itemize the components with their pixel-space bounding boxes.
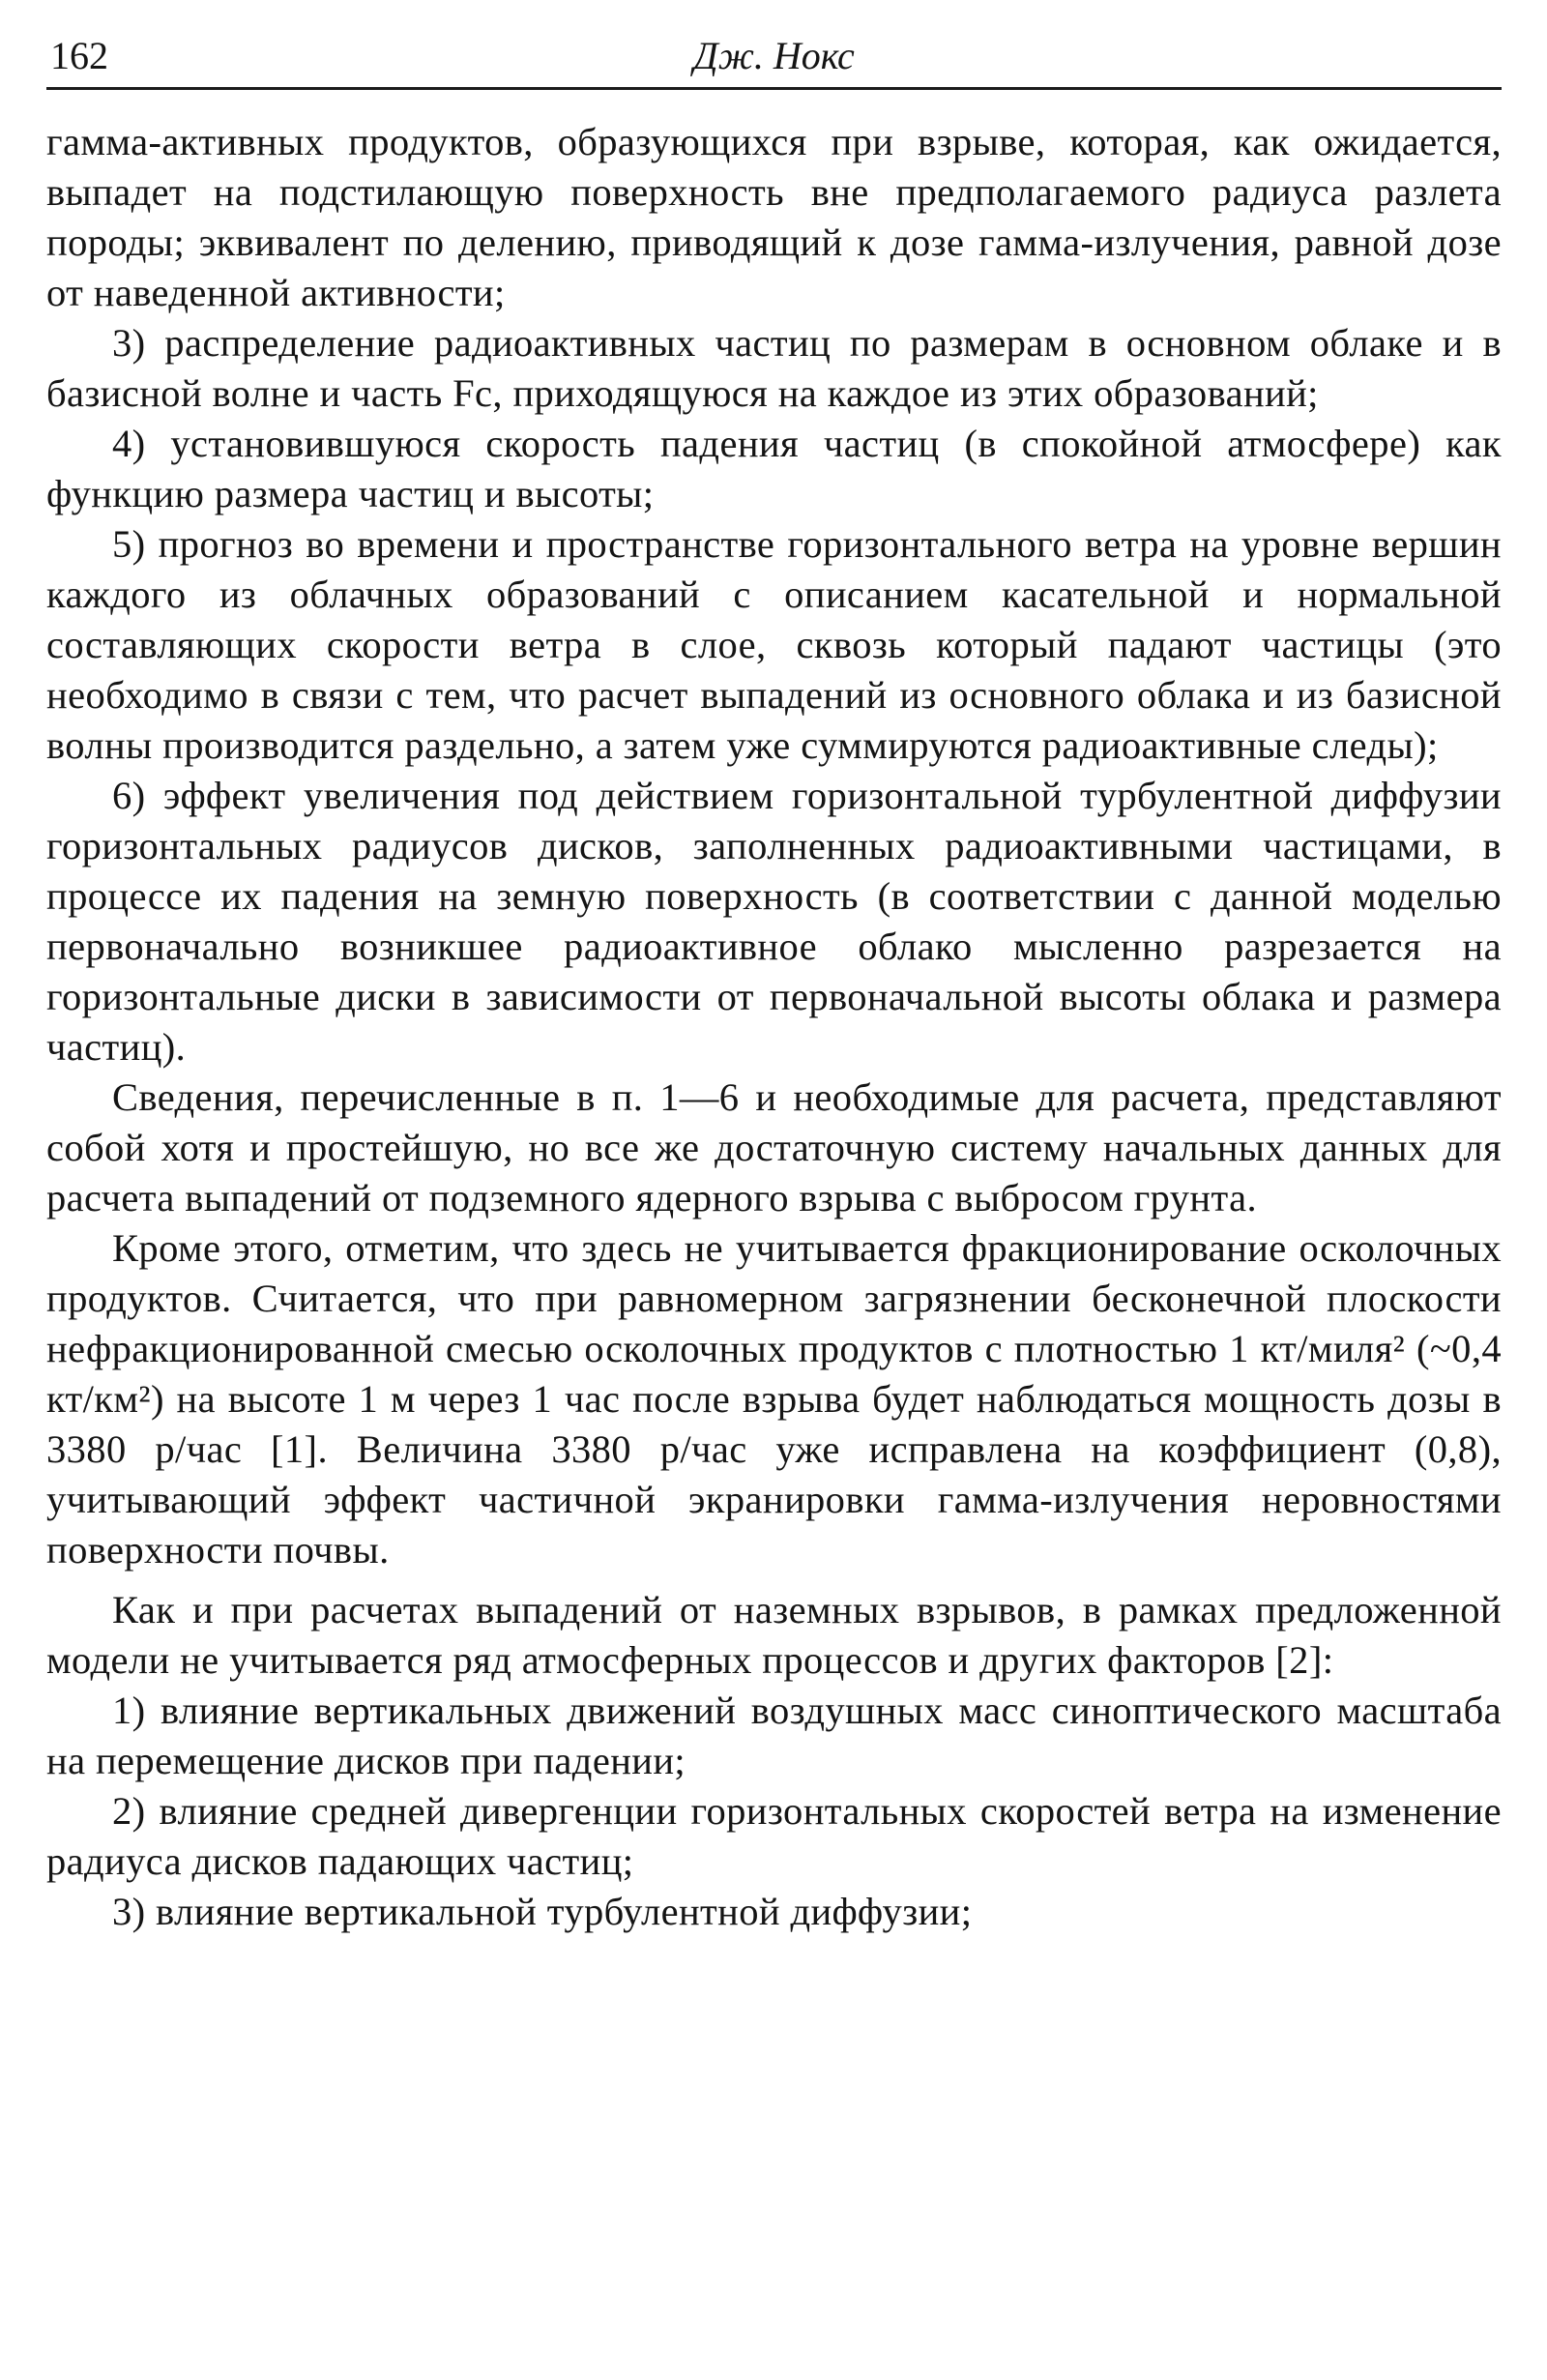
list-item-5: 5) прогноз во времени и пространстве горизонтального ветра на уровне вершин каждого из облачных образований с описанием касательной и нормальной составляющих скорости ветра в слое, сквозь который падают частицы (это необходимо в связи с тем, что расчет выпадений из основного облака и из базисной волны производится раздельно, а затем уже суммируются радиоактивные следы); bbox=[46, 522, 1502, 767]
page-number: 162 bbox=[50, 34, 108, 77]
factor-item-2: 2) влияние средней дивергенции горизонтальных скоростей ветра на изменение радиуса дисков падающих частиц; bbox=[46, 1789, 1502, 1883]
paragraph-fractionation: Кроме этого, отметим, что здесь не учитывается фракционирование осколочных продуктов. Считается, что при равномерном загрязнении бесконечной плоскости нефракционированной смесью осколочных продуктов с плотностью 1 кт/миля² (~0,4 кт/км²) на высоте 1 м через 1 час после взрыва будет наблюдаться мощность дозы в 3380 р/час [1]. Величина 3380 р/час уже исправлена на коэффициент (0,8), учитывающий эффект частичной экранировки гамма-излучения неровностями поверхности почвы. bbox=[46, 1226, 1502, 1572]
body-text bbox=[46, 117, 1502, 1937]
list-item-4: 4) установившуюся скорость падения частиц (в спокойной атмосфере) как функцию размера частиц и высоты; bbox=[46, 422, 1502, 515]
running-title: Дж. Нокс bbox=[693, 34, 855, 77]
paragraph-summary: Сведения, перечисленные в п. 1—6 и необходимые для расчета, представляют собой хотя и простейшую, но все же достаточную систему начальных данных для расчета выпадений от подземного ядерного взрыва с выбросом грунта. bbox=[46, 1075, 1502, 1219]
page-header bbox=[46, 27, 1502, 90]
paragraph-continuation: гамма-активных продуктов, образующихся при взрыве, которая, как ожидается, выпадет на подстилающую поверхность вне предполагаемого радиуса разлета породы; эквивалент по делению, приводящий к дозе гамма-излучения, равной дозе от наведенной активности; bbox=[46, 120, 1502, 314]
factor-item-3: 3) влияние вертикальной турбулентной диффузии; bbox=[112, 1890, 973, 1933]
list-item-6: 6) эффект увеличения под действием горизонтальной турбулентной диффузии горизонтальных радиусов дисков, заполненных радиоактивными частицами, в процессе их падения на земную поверхность (в соответствии с данной моделью первоначально возникшее радиоактивное облако мысленно разрезается на горизонтальные диски в зависимости от первоначальной высоты облака и размера частиц). bbox=[46, 774, 1502, 1069]
paragraph-intro-factors: Как и при расчетах выпадений от наземных взрывов, в рамках предложенной модели не учитывается ряд атмосферных процессов и других факторов [2]: bbox=[46, 1588, 1502, 1682]
factor-item-1: 1) влияние вертикальных движений воздушных масс синоптического масштаба на перемещение дисков при падении; bbox=[46, 1689, 1502, 1782]
list-item-3: 3) распределение радиоактивных частиц по размерам в основном облаке и в базисной волне и часть Fc, приходящуюся на каждое из этих образований; bbox=[46, 321, 1502, 415]
book-page bbox=[46, 27, 1502, 1937]
